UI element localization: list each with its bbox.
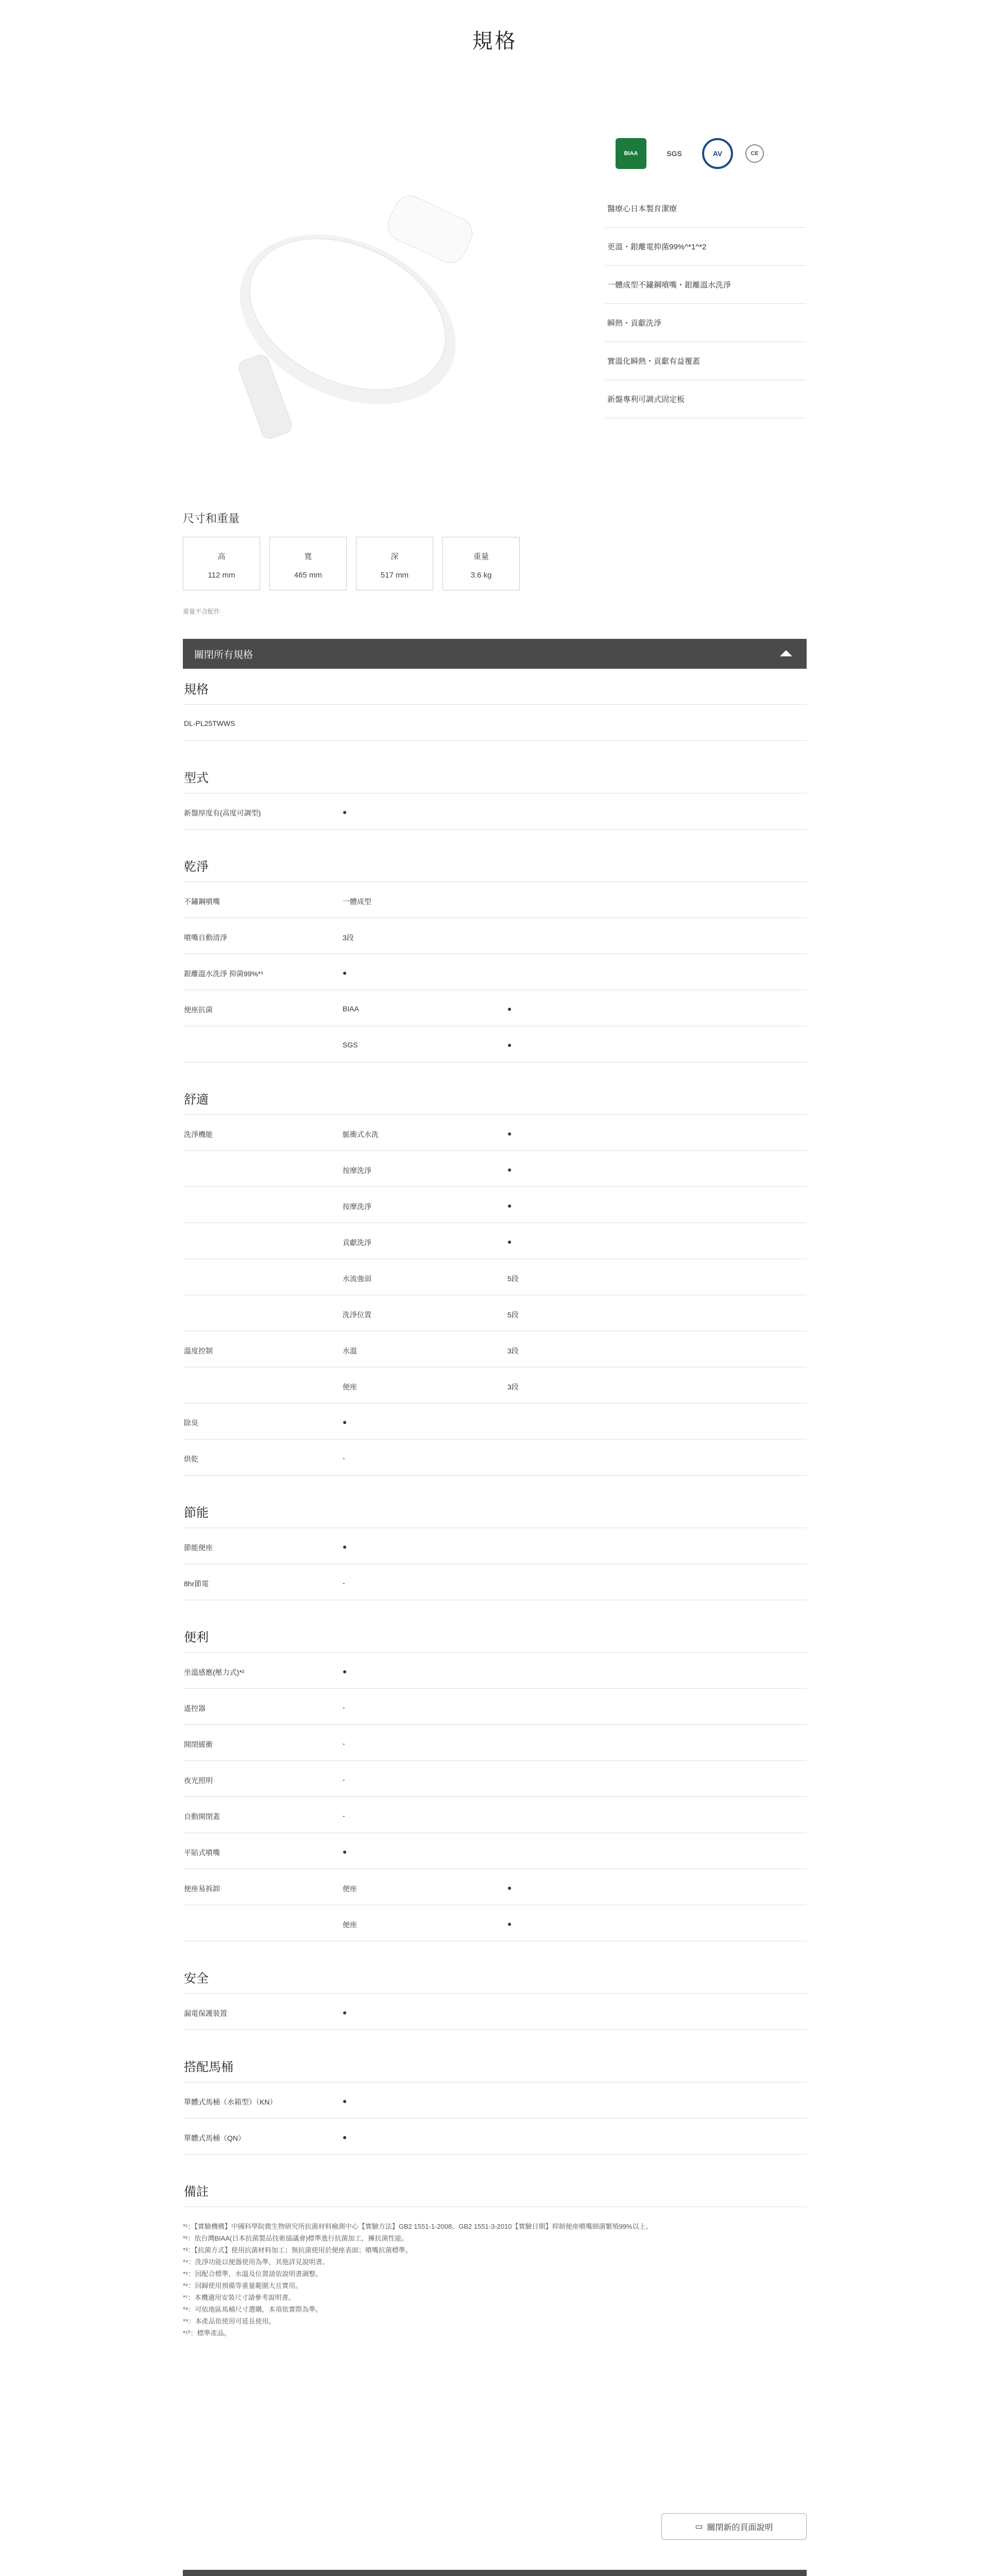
spec-cell: 便座抗菌 — [184, 1006, 213, 1014]
spec-section-title: 規格 — [183, 671, 807, 705]
spec-row — [183, 1151, 807, 1187]
note-item: *¹⁰：標準產品。 — [183, 2329, 231, 2337]
spec-cell: ● — [343, 1543, 347, 1551]
spec-cell: 8hr節電 — [184, 1580, 209, 1588]
spec-cell: ● — [507, 1920, 512, 1928]
spec-cell: ● — [343, 808, 347, 816]
dimension-value: 3.6 kg — [470, 571, 492, 580]
feature-list — [605, 190, 806, 418]
biaa-logo: BIAA — [616, 138, 646, 169]
av-logo: AV — [702, 138, 733, 169]
spec-cell: 脈衝式水洗 — [343, 1130, 379, 1139]
spec-cell: 遙控器 — [184, 1704, 206, 1713]
dimension-card — [269, 537, 347, 590]
product-image — [193, 170, 482, 443]
dimension-card — [442, 537, 520, 590]
spec-row — [183, 705, 807, 741]
spec-cell: 坐溫感應(壓力式)*² — [184, 1668, 245, 1676]
spec-cell: 新盤厚度有(高度可調型) — [184, 809, 261, 817]
spec-section-title: 乾淨 — [183, 848, 807, 882]
spec-row — [183, 1725, 807, 1761]
spec-row — [183, 918, 807, 954]
spec-cell: 洗淨機能 — [184, 1130, 213, 1139]
spec-row — [183, 954, 807, 990]
spec-cell: - — [343, 1454, 345, 1462]
note-item: *³：【抗菌方式】使用抗菌材料加工；無抗菌使用於便座表面；噴嘴抗菌標準。 — [183, 2246, 412, 2254]
section-gap — [183, 1476, 807, 1494]
section-gap — [183, 2155, 807, 2173]
spec-cell: - — [343, 1811, 345, 1820]
dimension-value: 465 mm — [294, 571, 322, 580]
spec-row — [183, 1187, 807, 1223]
spec-cell: 便座 — [343, 1921, 357, 1929]
dimension-value: 517 mm — [380, 571, 409, 580]
cert-logos — [616, 138, 764, 169]
section-gap — [183, 1600, 807, 1619]
spec-cell: BIAA — [343, 1005, 359, 1013]
spec-cell: 不鏽鋼噴嘴 — [184, 897, 220, 906]
spec-cell: - — [343, 1775, 345, 1784]
section-gap — [183, 741, 807, 759]
spec-cell: 除臭 — [184, 1419, 198, 1427]
spec-cell: ● — [343, 2133, 347, 2141]
section-gap — [183, 829, 807, 848]
note-item: *⁷：本機適用安裝尺寸請參考說明書。 — [183, 2294, 295, 2301]
spec-cell: 5段 — [507, 1311, 519, 1319]
spec-cell: 銀離溫水洗淨 抑菌99%*¹ — [184, 970, 264, 978]
note-item: *¹：【實驗機構】中國科學院微生物研究所抗菌材料檢測中心【實驗方法】GB2 1551-1-2008、GB2 1551-3-2010【實驗日期】抑制便座噴嘴細菌繁殖99%以上。 — [183, 2223, 653, 2230]
spec-toggle-bar[interactable] — [183, 639, 807, 669]
spec-row — [183, 1026, 807, 1062]
notes-list — [183, 2221, 807, 2339]
note-item: *⁸：可依地區馬桶尺寸選購，本項依實際為準。 — [183, 2306, 322, 2313]
dimension-label: 寬 — [304, 552, 312, 561]
ce-logo: CE — [745, 144, 764, 163]
spec-row — [183, 882, 807, 918]
page-title: 規格 — [472, 30, 518, 53]
spec-row — [183, 1564, 807, 1600]
spec-section-title: 安全 — [183, 1960, 807, 1994]
spec-cell: ● — [507, 1005, 512, 1013]
dimension-label: 高 — [217, 552, 226, 561]
note-item: *⁹：本產品依使用可延長使用。 — [183, 2317, 276, 2325]
spec-cell: 漏電保護裝置 — [184, 2009, 227, 2018]
spec-cell: 貢獻洗淨 — [343, 1239, 371, 1247]
compare-button[interactable] — [661, 2513, 807, 2540]
spec-cell: 按摩洗淨 — [343, 1166, 371, 1175]
note-item: *⁵：因配合標準，水溫及位置請依說明書調整。 — [183, 2270, 322, 2278]
spec-cell: 自動開閉蓋 — [184, 1812, 220, 1821]
spec-cell: 洗淨位置 — [343, 1311, 371, 1319]
spec-section-title: 節能 — [183, 1494, 807, 1528]
spec-cell: ● — [343, 1848, 347, 1856]
document-icon: ▭ — [695, 2522, 703, 2531]
spec-cell: ● — [507, 1884, 512, 1892]
spec-cell: 3段 — [507, 1347, 519, 1355]
spec-row — [183, 1295, 807, 1331]
spec-cell: 3段 — [343, 934, 354, 942]
spec-toggle-label: 關閉所有規格 — [194, 649, 253, 660]
chevron-up-icon — [780, 650, 792, 656]
section-gap — [183, 2030, 807, 2048]
spec-cell: ● — [343, 1667, 347, 1675]
sgs-logo: SGS — [667, 149, 682, 158]
spec-cell: 溫度控制 — [184, 1347, 213, 1355]
note-item: *²：依台灣BIAA(日本抗菌製品技術協議會)標準進行抗菌加工，擁抗菌性能。 — [183, 2234, 408, 2242]
spec-row — [183, 1439, 807, 1476]
spec-cell: ● — [507, 1201, 512, 1210]
feature-item: 實溫化瞬熱・貢獻有益覆蓋 — [605, 342, 806, 380]
spec-row — [183, 1689, 807, 1725]
spec-cell: 單體式馬桶（QN） — [184, 2134, 245, 2142]
spec-cell: 便座易拆卸 — [184, 1885, 220, 1893]
spec-cell: - — [343, 1703, 345, 1711]
dimension-card — [183, 537, 260, 590]
spec-cell: ● — [343, 1418, 347, 1426]
spec-cell: SGS — [343, 1041, 358, 1049]
feature-item: 醫療心日本製育潔療 — [605, 190, 806, 228]
spec-row — [183, 1761, 807, 1797]
spec-row — [183, 1869, 807, 1905]
feature-item: 瞬熱・貢獻洗淨 — [605, 304, 806, 342]
spec-cell: ● — [343, 2008, 347, 2016]
spec-row — [183, 1653, 807, 1689]
dimensions-title: 尺寸和重量 — [183, 512, 240, 525]
spec-cell: - — [343, 1579, 345, 1587]
spec-cell: 平貼式噴嘴 — [184, 1849, 220, 1857]
spec-cell: ● — [507, 1041, 512, 1049]
spec-table — [183, 671, 807, 2207]
feature-item: 更溫・銀離電抑菌99%^*1^*2 — [605, 228, 806, 266]
spec-cell: ● — [507, 1129, 512, 1138]
section-gap — [183, 1062, 807, 1081]
spec-row — [183, 1259, 807, 1295]
spec-row — [183, 2082, 807, 2119]
spec-cell: 節能便座 — [184, 1544, 213, 1552]
dimension-label: 深 — [390, 552, 399, 561]
spec-row — [183, 1833, 807, 1869]
spec-section-title: 型式 — [183, 759, 807, 793]
dimension-value: 112 mm — [208, 571, 235, 580]
spec-row — [183, 1994, 807, 2030]
spec-cell: 夜光照明 — [184, 1776, 213, 1785]
spec-cell: 按摩洗淨 — [343, 1202, 371, 1211]
spec-cell: 3段 — [507, 1383, 519, 1391]
spec-row — [183, 1403, 807, 1439]
spec-cell: - — [343, 1739, 345, 1748]
spec-row — [183, 1905, 807, 1941]
spec-cell: 開閉緩衝 — [184, 1740, 213, 1749]
spec-row — [183, 793, 807, 829]
spec-section-title: 備註 — [183, 2173, 807, 2207]
feature-item: 新盤專利可調式固定板 — [605, 380, 806, 418]
dimensions-note: 重量不含配件 — [183, 608, 220, 615]
note-item: *⁴：洗淨功能以便器使用為準，其他詳見說明書。 — [183, 2258, 329, 2266]
spec-cell: 單體式馬桶（水箱型）（KN） — [184, 2098, 277, 2106]
spec-cell: 一體成型 — [343, 897, 371, 906]
spec-row — [183, 1331, 807, 1367]
spec-cell: 水流強弱 — [343, 1275, 371, 1283]
spec-row — [183, 990, 807, 1026]
feature-item: 一體成型不鏽鋼噴嘴・銀離溫水洗淨 — [605, 266, 806, 304]
spec-cell: 噴嘴自動清淨 — [184, 934, 227, 942]
dimensions-list — [183, 537, 520, 590]
spec-cell: ● — [343, 2097, 347, 2105]
spec-cell: ● — [343, 969, 347, 977]
spec-cell: 水溫 — [343, 1347, 357, 1355]
spec-row — [183, 1223, 807, 1259]
spec-section-title: 搭配馬桶 — [183, 2048, 807, 2082]
spec-cell: 烘乾 — [184, 1455, 198, 1463]
spec-row — [183, 1115, 807, 1151]
spec-row — [183, 1367, 807, 1403]
spec-section-title: 舒適 — [183, 1081, 807, 1115]
dimension-card — [356, 537, 433, 590]
compare-button-label: 關閉新的頁面說明 — [707, 2523, 773, 2532]
note-item: *⁶：回歸使用預備等重量範圍大且實用。 — [183, 2282, 302, 2290]
spec-row — [183, 1797, 807, 1833]
spec-cell: 5段 — [507, 1275, 519, 1283]
spec-cell: 便座 — [343, 1885, 357, 1893]
spec-section-title: 便利 — [183, 1619, 807, 1653]
spec-cell: ● — [507, 1238, 512, 1246]
section-gap — [183, 1941, 807, 1960]
spec-cell: DL-PL25TWWS — [184, 719, 235, 727]
spec-row — [183, 2119, 807, 2155]
spec-cell: 便座 — [343, 1383, 357, 1391]
spec-cell: ● — [507, 1165, 512, 1174]
spec-row — [183, 1528, 807, 1564]
install-toggle-bar[interactable] — [183, 2570, 807, 2576]
dimension-label: 重量 — [473, 552, 489, 561]
